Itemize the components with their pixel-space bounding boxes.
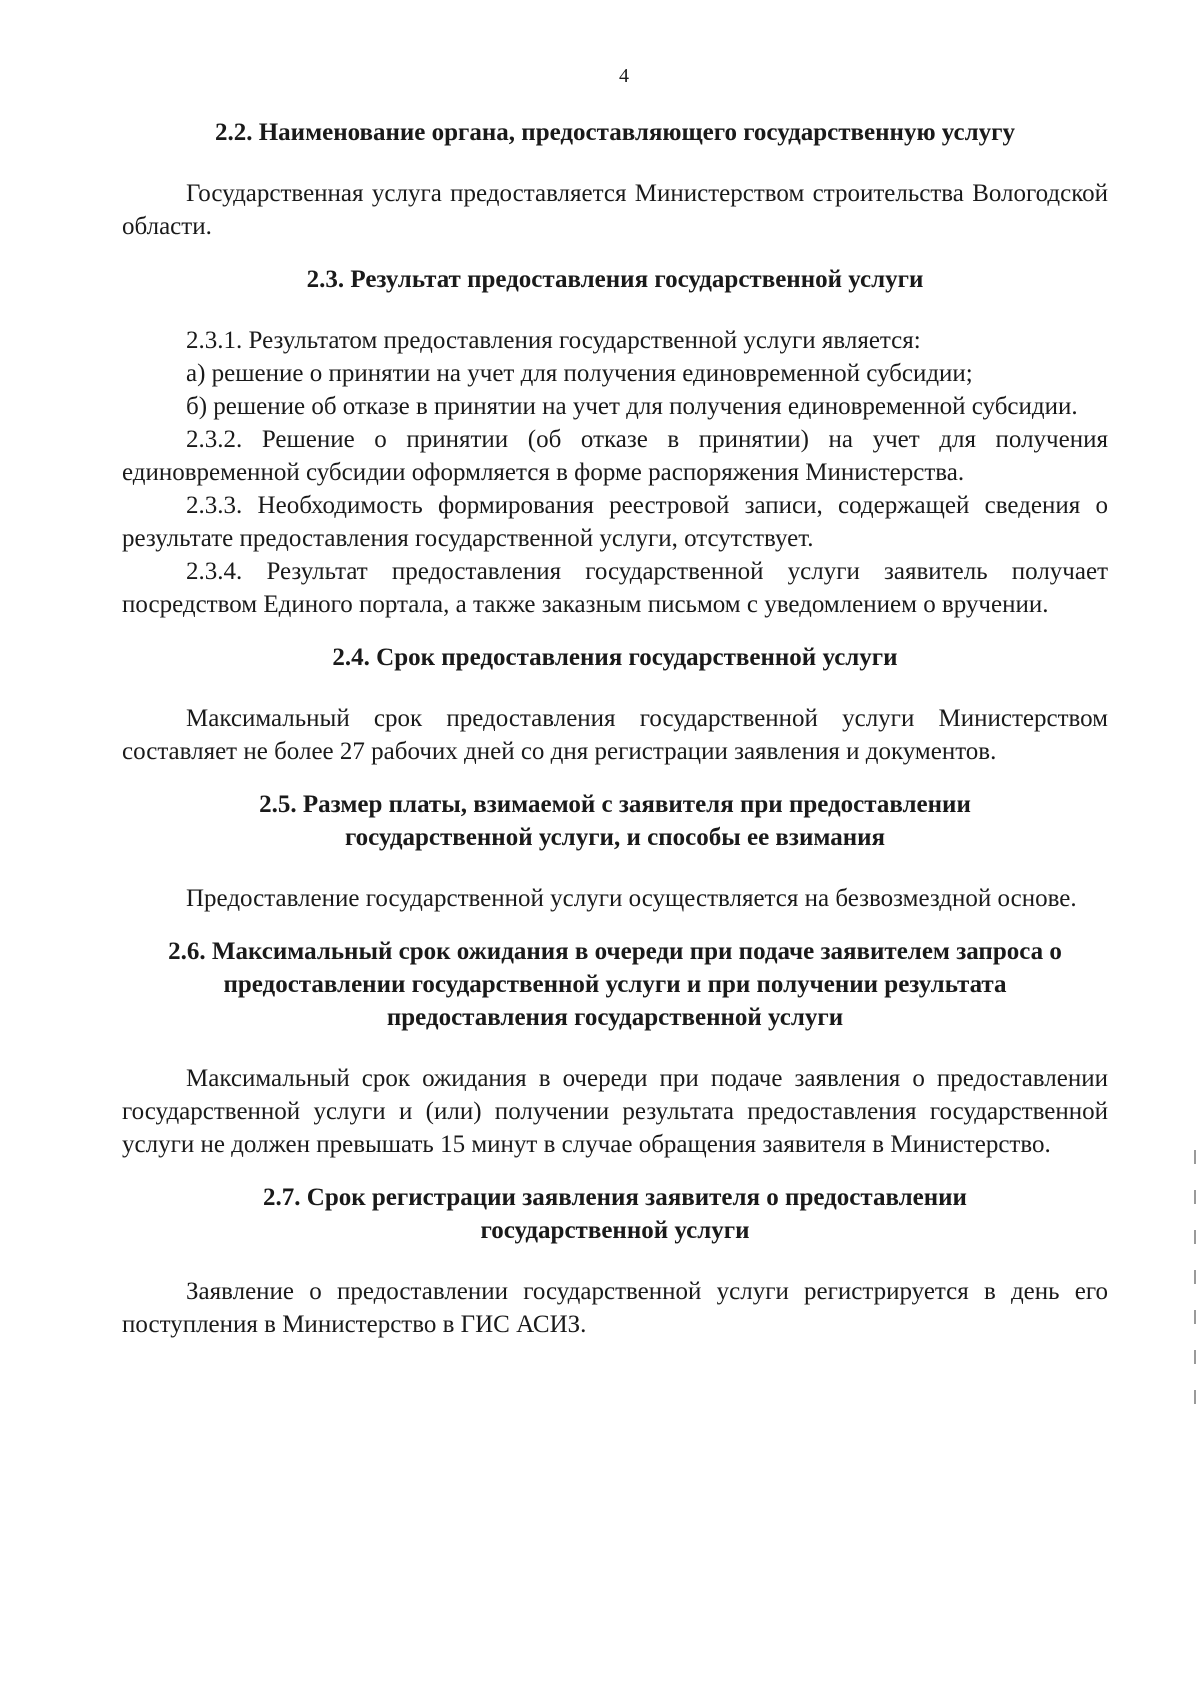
scan-edge-marks <box>1194 1150 1196 1410</box>
paragraph: а) решение о принятии на учет для получения единовременной субсидии; <box>186 360 973 387</box>
section-title: 2.7. Срок регистрации заявления заявителя о предоставлении государственной услуги <box>263 1184 967 1244</box>
section-2-5 <box>122 788 1108 915</box>
paragraph: Предоставление государственной услуги осуществляется на безвозмездной основе. <box>186 885 1077 912</box>
paragraph: 2.3.4. Результат предоставления государственной услуги заявитель получает посредством Единого портала, а также заказным письмом с уведомлением о вручении. <box>122 558 1108 618</box>
paragraph: Максимальный срок ожидания в очереди при подаче заявления о предоставлении государственной услуги и (или) получении результата предоставления государственной услуги не должен превышать 15 минут в случае обращения заявителя в Министерство. <box>122 1065 1108 1158</box>
section-2-4 <box>122 641 1108 768</box>
paragraph: 2.3.2. Решение о принятии (об отказе в принятии) на учет для получения единовременной субсидии оформляется в форме распоряжения Министерства. <box>122 426 1108 486</box>
paragraph: б) решение об отказе в принятии на учет для получения единовременной субсидии. <box>186 393 1078 420</box>
section-title: 2.3. Результат предоставления государственной услуги <box>306 266 924 293</box>
section-2-6 <box>122 935 1108 1161</box>
section-title: 2.4. Срок предоставления государственной услуги <box>332 644 898 671</box>
section-2-2 <box>122 116 1108 243</box>
paragraph: 2.3.1. Результатом предоставления государственной услуги является: <box>186 327 921 354</box>
paragraph: Заявление о предоставлении государственной услуги регистрируется в день его поступления в Министерство в ГИС АСИЗ. <box>122 1278 1108 1338</box>
paragraph: Государственная услуга предоставляется Министерством строительства Вологодской области. <box>122 180 1108 240</box>
section-title: 2.6. Максимальный срок ожидания в очереди при подаче заявителем запроса о предоставлении государственной услуги и при получении результата предоставления государственной услуги <box>168 938 1062 1031</box>
page-number: 4 <box>619 65 629 87</box>
paragraph: Максимальный срок предоставления государственной услуги Министерством составляет не более 27 рабочих дней со дня регистрации заявления и документов. <box>122 705 1108 765</box>
section-title: 2.5. Размер платы, взимаемой с заявителя при предоставлении государственной услуги, и способы ее взимания <box>259 791 971 851</box>
section-2-3 <box>122 263 1108 621</box>
section-title: 2.2. Наименование органа, предоставляющего государственную услугу <box>214 119 1016 146</box>
paragraph: 2.3.3. Необходимость формирования реестровой записи, содержащей сведения о результате предоставления государственной услуги, отсутствует. <box>122 492 1108 552</box>
section-2-7 <box>122 1181 1108 1341</box>
